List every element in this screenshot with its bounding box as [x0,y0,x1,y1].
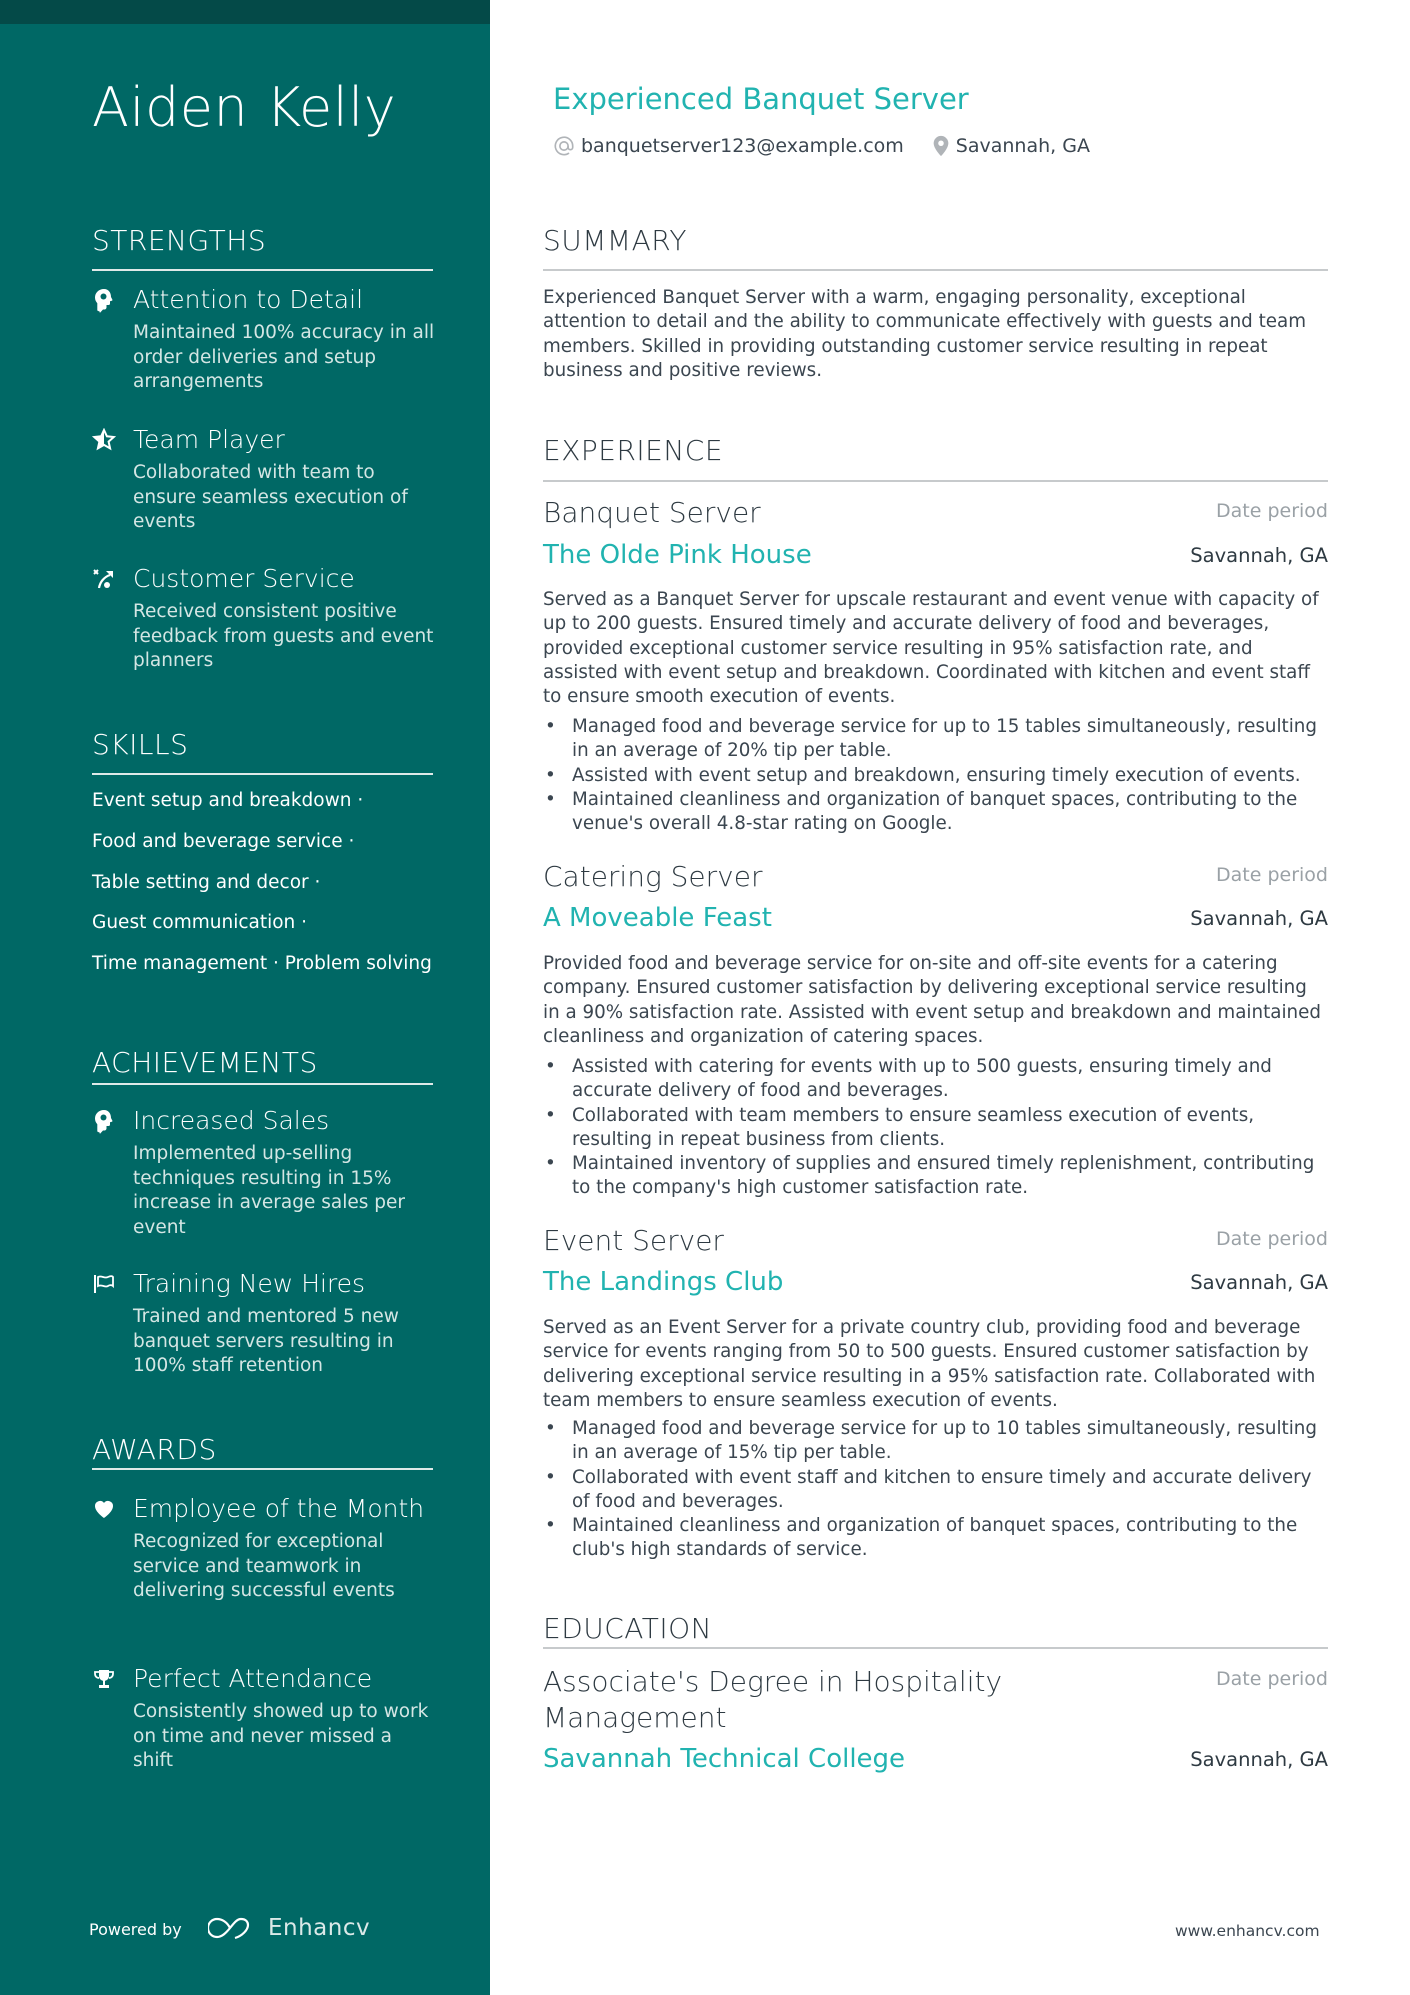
award-title: Employee of the Month [133,1494,425,1523]
strength-description: Collaborated with team to ensure seamless execution of events [133,462,408,532]
job-location: Savannah, GA [1190,907,1328,930]
skills-heading: SKILLS [92,728,189,761]
job-title-headline: Experienced Banquet Server [553,82,969,116]
job-description: Provided food and beverage service for on-site and off-site events for a catering company. Ensured customer satisfaction by delivering exceptional service resulting in a 90% satisfaction rate. Assisted with event setup and breakdown and maintained cleanliness and organization of catering spaces. [543,953,1321,1047]
job-company: The Landings Club [543,1267,784,1297]
powered-by-label: Powered by [89,1920,182,1939]
award-title: Perfect Attendance [133,1664,373,1693]
summary-divider [543,269,1328,271]
trophy-icon [92,1667,116,1691]
job-description: Served as a Banquet Server for upscale restaurant and event venue with capacity of up to 200 guests. Ensured timely and accurate delivery of food and beverages, provided exceptional customer service resulting in 95% satisfaction rate, and assisted with event setup and breakdown. Coordinated with kitchen and event staff to ensure smooth execution of events. [543,589,1319,708]
education-date: Date period [1216,1668,1328,1690]
achievements-divider [92,1083,433,1085]
skill-row: Table setting and decor · [92,872,321,893]
strength-item [92,284,437,395]
achievement-description: Implemented up-selling techniques resulting in 15% increase in average sales per event [133,1143,405,1238]
award-description: Consistently showed up to work on time and never missed a shift [133,1701,429,1771]
contact-location [932,135,1090,157]
map-pin-icon [932,135,950,157]
job-location: Savannah, GA [1190,1271,1328,1294]
job-bullets [543,715,1328,836]
achievement-title: Increased Sales [133,1106,330,1135]
location-text: Savannah, GA [955,135,1090,157]
achievement-description: Trained and mentored 5 new banquet servers resulting in 100% staff retention [133,1306,399,1376]
job-bullet: • Collaborated with team members to ensure seamless execution of events, resulting in repeat business from clients. [543,1104,1328,1153]
summary-heading: SUMMARY [543,224,688,257]
award-description: Recognized for exceptional service and teamwork in delivering successful events [133,1531,395,1601]
job-bullet: • Maintained cleanliness and organization of banquet spaces, contributing to the venue's overall 4.8-star rating on Google. [543,788,1328,837]
job-date: Date period [1216,500,1328,522]
award-item [92,1663,437,1774]
strength-item [92,424,437,535]
job-bullet: • Maintained cleanliness and organization of banquet spaces, contributing to the club's high standards of service. [543,1514,1328,1563]
email-text: banquetserver123@example.com [581,135,904,157]
strengths-heading: STRENGTHS [92,224,267,257]
job-company: The Olde Pink House [543,540,812,570]
skill-row: Guest communication · [92,912,308,933]
enhancv-brand[interactable]: Enhancv [268,1915,371,1941]
summary-text: Experienced Banquet Server with a warm, engaging personality, exceptional attention to detail and the ability to communicate effectively with guests and team members. Skilled in providing outstanding customer service resulting in repeat business and positive reviews. [543,287,1307,381]
education-location: Savannah, GA [1190,1748,1328,1771]
skill-row: Event setup and breakdown · [92,790,364,811]
enhancv-logo-icon[interactable] [208,1913,256,1947]
job-company: A Moveable Feast [543,903,772,933]
education-degree: Associate's Degree in Hospitality Management [543,1665,1003,1734]
skill-row: Time management · Problem solving [92,953,432,974]
achievements-heading: ACHIEVEMENTS [92,1046,318,1079]
job-title: Event Server [543,1224,724,1257]
job-bullets [543,1055,1328,1201]
strength-title: Attention to Detail [133,285,364,314]
job-bullets [543,1417,1328,1563]
strategy-icon [92,567,116,591]
job-title: Catering Server [543,860,763,893]
education-heading: EDUCATION [543,1612,713,1645]
awards-divider [92,1468,433,1470]
at-icon [553,135,575,157]
strength-title: Team Player [133,425,285,454]
footer-url[interactable]: www.enhancv.com [1175,1922,1320,1940]
experience-heading: EXPERIENCE [543,434,724,467]
job-date: Date period [1216,1228,1328,1250]
experience-divider [543,480,1328,482]
education-school: Savannah Technical College [543,1744,906,1774]
skill-row: Food and beverage service · [92,831,355,852]
job-bullet: • Managed food and beverage service for up to 10 tables simultaneously, resulting in an average of 15% tip per table. [543,1417,1328,1466]
job-bullet: • Maintained inventory of supplies and ensured timely replenishment, contributing to the company's high customer satisfaction rate. [543,1152,1328,1201]
brain-head-icon [92,288,116,312]
strength-description: Received consistent positive feedback from guests and event planners [133,601,434,671]
heart-icon [92,1497,116,1521]
flag-icon [92,1272,116,1296]
strength-description: Maintained 100% accuracy in all order deliveries and setup arrangements [133,322,435,392]
job-location: Savannah, GA [1190,544,1328,567]
job-bullet: • Collaborated with event staff and kitchen to ensure timely and accurate delivery of food and beverages. [543,1466,1328,1515]
candidate-name: Aiden Kelly [92,76,397,139]
achievement-item [92,1105,437,1240]
contact-email[interactable] [553,135,904,157]
job-bullet: • Assisted with event setup and breakdown, ensuring timely execution of events. [543,764,1328,788]
brain-head-icon [92,1109,116,1133]
sidebar-top-band [0,0,490,24]
award-item [92,1493,437,1604]
strengths-divider [92,269,433,271]
contact-info [553,135,1118,157]
achievement-item [92,1268,437,1379]
achievement-title: Training New Hires [133,1269,366,1298]
awards-heading: AWARDS [92,1433,217,1466]
job-title: Banquet Server [543,496,761,529]
star-icon [92,428,116,452]
job-date: Date period [1216,864,1328,886]
job-bullet: • Assisted with catering for events with up to 500 guests, ensuring timely and accurate delivery of food and beverages. [543,1055,1328,1104]
strength-title: Customer Service [133,564,355,593]
job-bullet: • Managed food and beverage service for up to 15 tables simultaneously, resulting in an average of 20% tip per table. [543,715,1328,764]
strength-item [92,563,437,674]
job-description: Served as an Event Server for a private country club, providing food and beverage service for events ranging from 50 to 500 guests. Ensured customer satisfaction by delivering exceptional service resulting in a 95% satisfaction rate. Collaborated with team members to ensure seamless execution of events. [543,1317,1316,1411]
education-divider [543,1647,1328,1649]
skills-divider [92,773,433,775]
